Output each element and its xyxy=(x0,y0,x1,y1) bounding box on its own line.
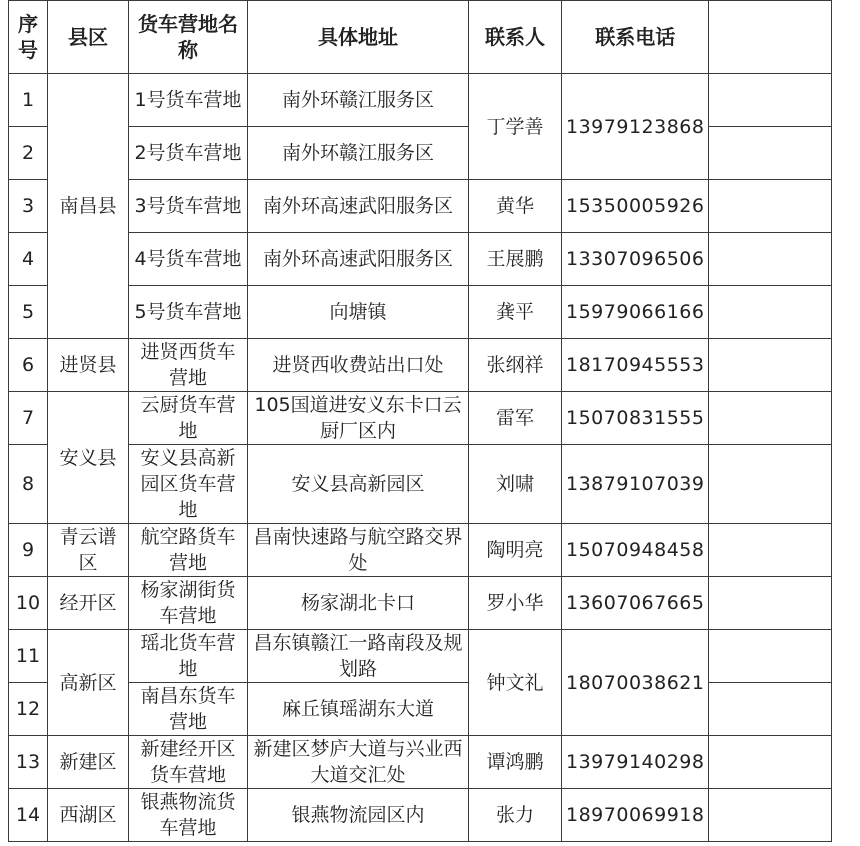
table-row xyxy=(9,127,832,180)
header-camp-name: 货车营地名称 xyxy=(129,1,248,74)
cell-contact: 刘啸 xyxy=(469,445,562,524)
cell-phone: 13979123868 xyxy=(562,74,709,180)
cell-address: 南外环赣江服务区 xyxy=(248,127,469,180)
cell-extra xyxy=(709,736,832,789)
cell-extra xyxy=(709,339,832,392)
cell-seq: 13 xyxy=(9,736,48,789)
table-row xyxy=(9,683,832,736)
cell-seq: 3 xyxy=(9,180,48,233)
table-row xyxy=(9,630,832,683)
cell-camp-name: 南昌东货车营地 xyxy=(129,683,248,736)
cell-address: 昌南快速路与航空路交界处 xyxy=(248,524,469,577)
cell-address: 南外环高速武阳服务区 xyxy=(248,180,469,233)
cell-camp-name: 4号货车营地 xyxy=(129,233,248,286)
table-row xyxy=(9,577,832,630)
header-phone: 联系电话 xyxy=(562,1,709,74)
cell-seq: 1 xyxy=(9,74,48,127)
cell-camp-name: 新建经开区货车营地 xyxy=(129,736,248,789)
cell-address: 杨家湖北卡口 xyxy=(248,577,469,630)
cell-phone: 15070831555 xyxy=(562,392,709,445)
table-row xyxy=(9,392,832,445)
table-row xyxy=(9,233,832,286)
header-extra xyxy=(709,1,832,74)
cell-seq: 7 xyxy=(9,392,48,445)
cell-district: 高新区 xyxy=(48,630,129,736)
cell-camp-name: 杨家湖街货车营地 xyxy=(129,577,248,630)
cell-contact: 张纲祥 xyxy=(469,339,562,392)
cell-contact: 雷军 xyxy=(469,392,562,445)
cell-camp-name: 瑶北货车营地 xyxy=(129,630,248,683)
cell-phone: 13607067665 xyxy=(562,577,709,630)
cell-seq: 6 xyxy=(9,339,48,392)
cell-address: 向塘镇 xyxy=(248,286,469,339)
cell-seq: 4 xyxy=(9,233,48,286)
table-row xyxy=(9,445,832,524)
table-row xyxy=(9,286,832,339)
cell-contact: 龚平 xyxy=(469,286,562,339)
header-address: 具体地址 xyxy=(248,1,469,74)
cell-seq: 10 xyxy=(9,577,48,630)
cell-district: 经开区 xyxy=(48,577,129,630)
cell-address: 南外环赣江服务区 xyxy=(248,74,469,127)
table-row xyxy=(9,736,832,789)
table-row xyxy=(9,339,832,392)
cell-phone: 18070038621 xyxy=(562,630,709,736)
cell-camp-name: 进贤西货车营地 xyxy=(129,339,248,392)
cell-address: 麻丘镇瑶湖东大道 xyxy=(248,683,469,736)
cell-seq: 12 xyxy=(9,683,48,736)
cell-seq: 5 xyxy=(9,286,48,339)
cell-address: 105国道进安义东卡口云厨厂区内 xyxy=(248,392,469,445)
cell-camp-name: 银燕物流货车营地 xyxy=(129,789,248,842)
cell-extra xyxy=(709,127,832,180)
cell-contact: 钟文礼 xyxy=(469,630,562,736)
truck-camp-table xyxy=(8,0,832,842)
cell-extra xyxy=(709,180,832,233)
cell-phone: 13307096506 xyxy=(562,233,709,286)
header-district: 县区 xyxy=(48,1,129,74)
cell-extra xyxy=(709,74,832,127)
cell-camp-name: 云厨货车营地 xyxy=(129,392,248,445)
cell-seq: 9 xyxy=(9,524,48,577)
cell-address: 进贤西收费站出口处 xyxy=(248,339,469,392)
cell-address: 昌东镇赣江一路南段及规划路 xyxy=(248,630,469,683)
cell-camp-name: 航空路货车营地 xyxy=(129,524,248,577)
cell-extra xyxy=(709,789,832,842)
cell-address: 南外环高速武阳服务区 xyxy=(248,233,469,286)
cell-camp-name: 3号货车营地 xyxy=(129,180,248,233)
cell-address: 安义县高新园区 xyxy=(248,445,469,524)
cell-camp-name: 2号货车营地 xyxy=(129,127,248,180)
table-row xyxy=(9,524,832,577)
cell-phone: 15350005926 xyxy=(562,180,709,233)
cell-phone: 13879107039 xyxy=(562,445,709,524)
cell-address: 新建区梦庐大道与兴业西大道交汇处 xyxy=(248,736,469,789)
cell-district: 南昌县 xyxy=(48,74,129,339)
cell-contact: 黄华 xyxy=(469,180,562,233)
cell-district: 新建区 xyxy=(48,736,129,789)
cell-extra xyxy=(709,392,832,445)
cell-seq: 8 xyxy=(9,445,48,524)
cell-seq: 14 xyxy=(9,789,48,842)
table-row xyxy=(9,74,832,127)
cell-contact: 陶明亮 xyxy=(469,524,562,577)
cell-contact: 谭鸿鹏 xyxy=(469,736,562,789)
cell-contact: 张力 xyxy=(469,789,562,842)
table-row xyxy=(9,180,832,233)
cell-camp-name: 5号货车营地 xyxy=(129,286,248,339)
cell-extra xyxy=(709,524,832,577)
cell-phone: 13979140298 xyxy=(562,736,709,789)
cell-address: 银燕物流园区内 xyxy=(248,789,469,842)
cell-extra xyxy=(709,630,832,683)
table-row xyxy=(9,789,832,842)
cell-contact: 罗小华 xyxy=(469,577,562,630)
cell-phone: 15979066166 xyxy=(562,286,709,339)
cell-extra xyxy=(709,577,832,630)
cell-district: 青云谱区 xyxy=(48,524,129,577)
cell-phone: 18170945553 xyxy=(562,339,709,392)
header-contact: 联系人 xyxy=(469,1,562,74)
cell-district: 安义县 xyxy=(48,392,129,524)
cell-phone: 15070948458 xyxy=(562,524,709,577)
cell-extra xyxy=(709,445,832,524)
cell-contact: 丁学善 xyxy=(469,74,562,180)
cell-contact: 王展鹏 xyxy=(469,233,562,286)
cell-camp-name: 1号货车营地 xyxy=(129,74,248,127)
cell-seq: 2 xyxy=(9,127,48,180)
header-row xyxy=(9,1,832,74)
cell-extra xyxy=(709,286,832,339)
header-seq: 序号 xyxy=(9,1,48,74)
cell-extra xyxy=(709,683,832,736)
cell-seq: 11 xyxy=(9,630,48,683)
cell-district: 西湖区 xyxy=(48,789,129,842)
cell-district: 进贤县 xyxy=(48,339,129,392)
cell-extra xyxy=(709,233,832,286)
cell-camp-name: 安义县高新园区货车营地 xyxy=(129,445,248,524)
cell-phone: 18970069918 xyxy=(562,789,709,842)
